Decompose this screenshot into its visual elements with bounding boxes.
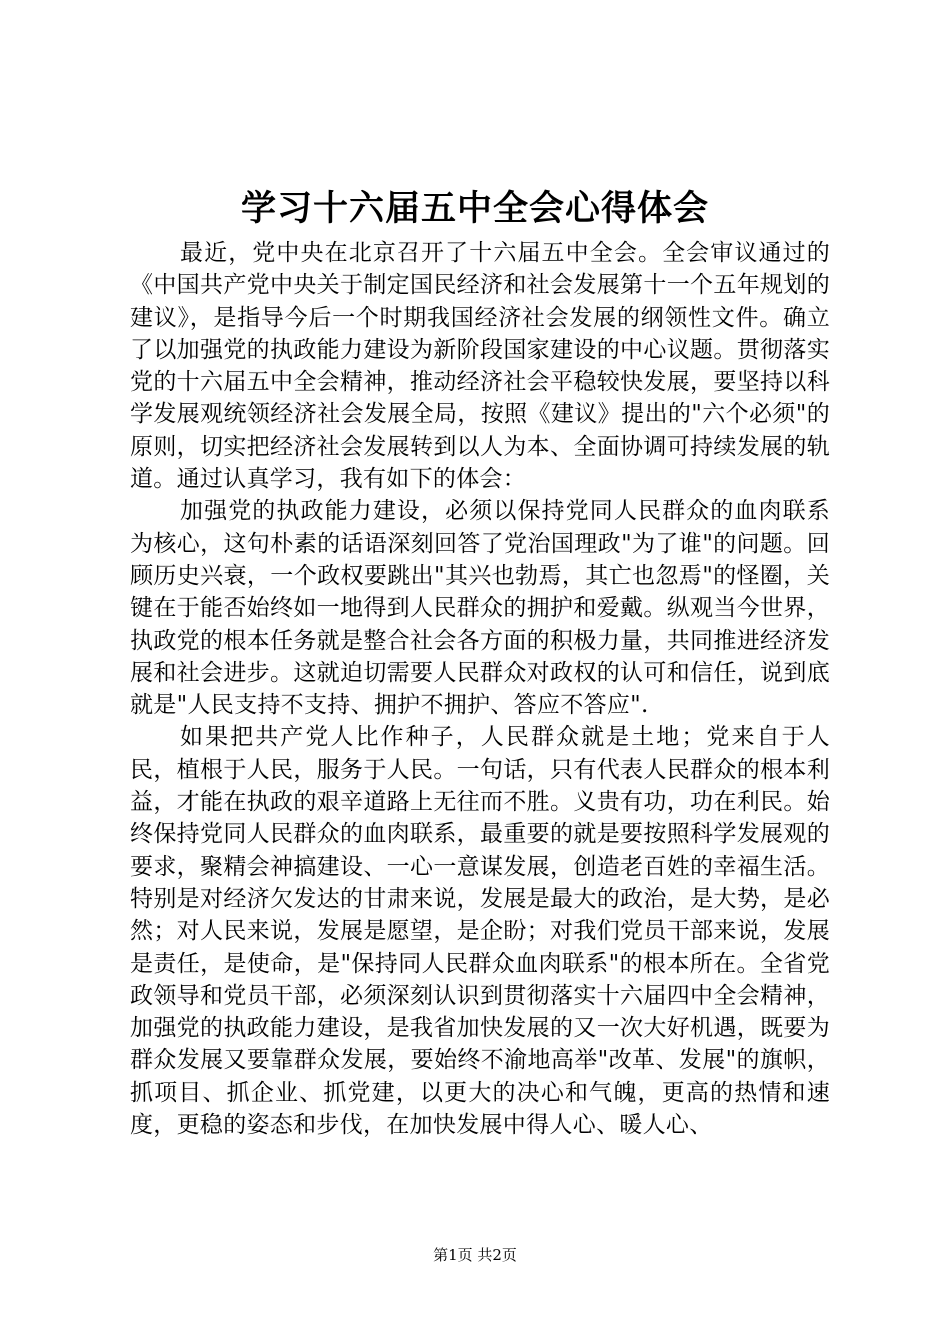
document-body (130, 237, 830, 1141)
paragraph-1: 最近，党中央在北京召开了十六届五中全会。全会审议通过的《中国共产党中央关于制定国民经济和社会发展第十一个五年规划的建议》，是指导今后一个时期我国经济社会发展的纲领性文件。确立了以加强党的执政能力建设为新阶段国家建设的中心议题。贯彻落实党的十六届五中全会精神，推动经济社会平稳较快发展，要坚持以科学发展观统领经济社会发展全局，按照《建议》提出的"六个必须"的原则，切实把经济社会发展转到以人为本、全面协调可持续发展的轨道。通过认真学习，我有如下的体会： (130, 240, 830, 493)
document-title: 学习十六届五中全会心得体会 (240, 189, 709, 229)
paragraph-3: 如果把共产党人比作种子，人民群众就是土地；党来自于人民，植根于人民，服务于人民。一句话，只有代表人民群众的根本利益，才能在执政的艰辛道路上无往而不胜。义贵有功，功在利民。始终保持党同人民群众的血肉联系，最重要的就是要按照科学发展观的要求，聚精会神搞建设、一心一意谋发展，创造老百姓的幸福生活。特别是对经济欠发达的甘肃来说，发展是最大的政治，是大势，是必然；对人民来说，发展是愿望，是企盼；对我们党员干部来说，发展是责任，是使命，是"保持同人民群众血肉联系"的根本所在。全省党政领导和党员干部，必须深刻认识到贯彻落实十六届四中全会精神，加强党的执政能力建设，是我省加快发展的又一次大好机遇，既要为群众发展又要靠群众发展，要始终不渝地高举"改革、发展"的旗帜，抓项目、抓企业、抓党建，以更大的决心和气魄，更高的热情和速度，更稳的姿态和步伐，在加快发展中得人心、暖人心、 (130, 724, 830, 1139)
paragraph-2: 加强党的执政能力建设，必须以保持党同人民群众的血肉联系为核心，这句朴素的话语深刻回答了党治国理政"为了谁"的问题。回顾历史兴衰，一个政权要跳出"其兴也勃焉，其亡也忽焉"的怪圈，关键在于能否始终如一地得到人民群众的拥护和爱戴。纵观当今世界，执政党的根本任务就是整合社会各方面的积极力量，共同推进经济发展和社会进步。这就迫切需要人民群众对政权的认可和信任，说到底就是"人民支持不支持、拥护不拥护、答应不答应". (130, 498, 830, 719)
page-number-footer: 第1页 共2页 (433, 1246, 517, 1264)
